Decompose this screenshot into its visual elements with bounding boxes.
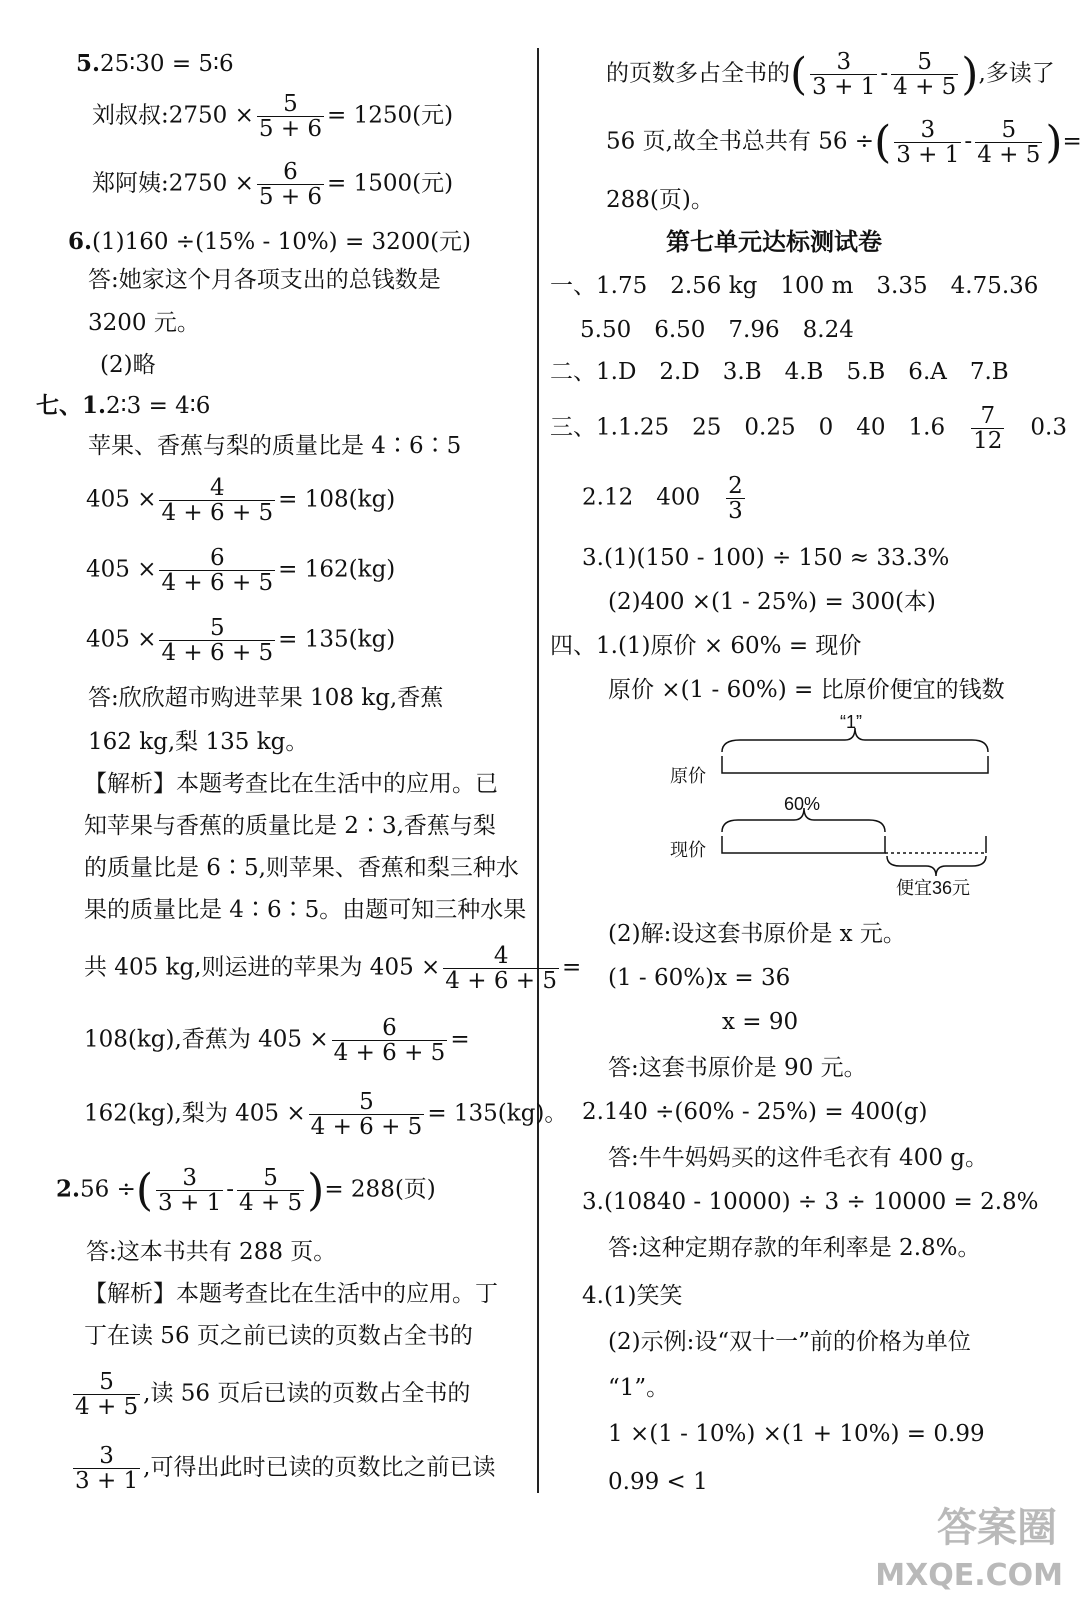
section-3-answers: 三、1.1.25 25 0.25 0 40 1.6 $\frac{7}{12}$ 0.3 — [550, 403, 1067, 454]
section-4-problem-2: 2.140 ÷(60% - 25%) = 400(g) — [582, 1099, 928, 1125]
equation-pear: 405 × $\frac{5}{4 + 6 + 5}$ = 135(kg) — [86, 615, 396, 666]
continued-analysis: 56 页,故全书总共有 56 ÷( $\frac{3}{3 + 1}$ - $\frac{5}{4 + 5}$ )= — [606, 116, 1082, 168]
analysis-text: 【解析】本题考查比在生活中的应用。丁 — [84, 1281, 498, 1307]
diagram-original-price-label: 原价 — [670, 766, 706, 786]
diagram-current-price-label: 现价 — [670, 840, 706, 860]
equation: x = 90 — [722, 1009, 799, 1035]
answer-text: (2)示例:设“双十一”前的价格为单位 — [608, 1329, 971, 1355]
answer-text: 162 kg,梨 135 kg。 — [88, 729, 309, 755]
answer-text: 原价 ×(1 - 60%) = 比原价便宜的钱数 — [608, 677, 1005, 703]
analysis-equation: 共 405 kg,则运进的苹果为 405 × $\frac{4}{4 + 6 + 5}$ = — [84, 943, 582, 994]
problem-7-2: 2.56 ÷( $\frac{3}{3 + 1}$ - $\frac{5}{4 + 5}$ )= 288(页) — [56, 1164, 436, 1216]
analysis-text: 丁在读 56 页之前已读的页数占全书的 — [84, 1323, 473, 1349]
section-3-problem-3: (2)400 ×(1 - 25%) = 300(本) — [608, 589, 936, 615]
section-title: 第七单元达标测试卷 — [666, 228, 882, 256]
analysis-equation: 108(kg),香蕉为 405 × $\frac{6}{4 + 6 + 5}$ = — [84, 1015, 470, 1066]
section-1-answers: 一、1.75 2.56 kg 100 m 3.35 4.75.36 — [550, 273, 1039, 299]
analysis-equation: 162(kg),梨为 405 × $\frac{5}{4 + 6 + 5}$ = 135(kg)。 — [84, 1089, 568, 1140]
problem-5: 5.25∶30 = 5∶6 — [76, 50, 234, 77]
diagram-cheaper-label: 便宜36元 — [896, 878, 971, 898]
answer-text: 答:这本书共有 288 页。 — [86, 1239, 337, 1265]
equation-uncle-liu: 刘叔叔:2750 × $\frac{5}{5 + 6}$ = 1250(元) — [92, 91, 454, 142]
continued-analysis: 的页数多占全书的( $\frac{3}{3 + 1}$ - $\frac{5}{4 + 5}$ ),多读了 — [606, 48, 1055, 100]
problem-6: 6.(1)160 ÷(15% - 10%) = 3200(元) — [68, 228, 472, 255]
diagram-percent-label: 60% — [784, 794, 821, 814]
section-2-answers: 二、1.D 2.D 3.B 4.B 5.B 6.A 7.B — [550, 359, 1009, 385]
equation: 0.99 < 1 — [608, 1469, 708, 1495]
answer-text: 答:这种定期存款的年利率是 2.8%。 — [608, 1235, 981, 1261]
section-3-answers: 2.12 400 $\frac{2}{3}$ — [582, 473, 743, 524]
equation-banana: 405 × $\frac{6}{4 + 6 + 5}$ = 162(kg) — [86, 545, 396, 596]
equation-aunt-zheng: 郑阿姨:2750 × $\frac{6}{5 + 6}$ = 1500(元) — [92, 159, 454, 210]
equation-apple: 405 × $\frac{4}{4 + 6 + 5}$ = 108(kg) — [86, 475, 396, 526]
section-4-problem-4: 4.(1)笑笑 — [582, 1283, 683, 1309]
analysis-text: 知苹果与香蕉的质量比是 2∶3,香蕉与梨 — [84, 813, 496, 839]
answer-text: 答:她家这个月各项支出的总钱数是 — [88, 267, 441, 293]
column-divider — [537, 48, 539, 1493]
section-3-problem-3: 3.(1)(150 - 100) ÷ 150 ≈ 33.3% — [582, 545, 950, 571]
answer-text: 3200 元。 — [88, 310, 200, 336]
analysis-text: 果的质量比是 4∶6∶5。由题可知三种水果 — [84, 897, 527, 923]
equation: 1 ×(1 - 10%) ×(1 + 10%) = 0.99 — [608, 1421, 985, 1447]
analysis-text: 的质量比是 6∶5,则苹果、香蕉和梨三种水 — [84, 855, 519, 881]
watermark-url: MXQE.COM — [875, 1558, 1063, 1593]
answer-text: 答:欣欣超市购进苹果 108 kg,香蕉 — [88, 685, 444, 711]
answer-text: 苹果、香蕉与梨的质量比是 4∶6∶5 — [88, 433, 462, 459]
analysis-fraction-line: $\frac{3}{3 + 1}$ ,可得出此时已读的页数比之前已读 — [75, 1443, 496, 1494]
section-1-answers: 5.50 6.50 7.96 8.24 — [580, 317, 854, 343]
equation: (1 - 60%)x = 36 — [608, 965, 791, 991]
answer-text: 288(页)。 — [606, 187, 714, 213]
section-4-problem-3: 3.(10840 - 10000) ÷ 3 ÷ 10000 = 2.8% — [582, 1189, 1039, 1215]
analysis-text: 【解析】本题考查比在生活中的应用。已 — [84, 771, 498, 797]
price-diagram — [660, 718, 1000, 898]
watermark-logo: 答案圈 — [937, 1505, 1057, 1551]
analysis-fraction-line: $\frac{5}{4 + 5}$ ,读 56 页后已读的页数占全书的 — [75, 1369, 471, 1420]
section-4-problem-1: 四、1.(1)原价 × 60% = 现价 — [550, 633, 862, 659]
answer-text: (2)略 — [100, 352, 156, 378]
answer-text: “1”。 — [608, 1375, 670, 1401]
section-7-problem-1: 七、1.2∶3 = 4∶6 — [36, 392, 211, 419]
answer-text: (2)解:设这套书原价是 x 元。 — [608, 921, 906, 947]
answer-text: 答:这套书原价是 90 元。 — [608, 1055, 867, 1081]
diagram-unit-label: “1” — [840, 712, 862, 732]
answer-text: 答:牛牛妈妈买的这件毛衣有 400 g。 — [608, 1145, 988, 1171]
